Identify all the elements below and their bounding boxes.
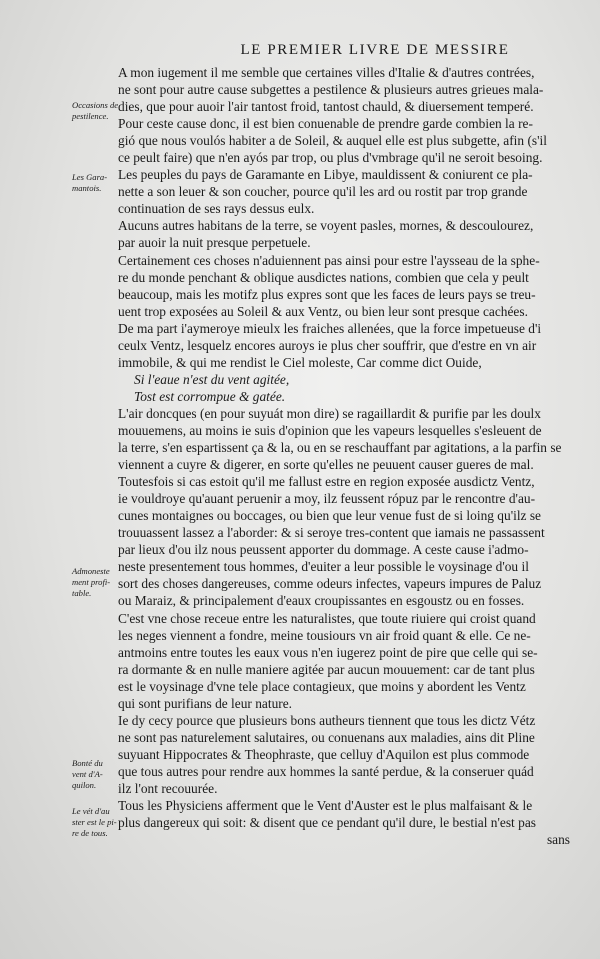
text-line: immobile, & qui me rendist le Ciel moleste, Car comme dict Ouide,	[118, 354, 482, 370]
verse-line: Tost est corrompue & gatée.	[134, 388, 286, 404]
text-line: que tous autres pour rendre aux hommes la santé perdue, & la conseruer quád	[118, 763, 534, 779]
running-head: LE PREMIER LIVRE DE MESSIRE	[240, 42, 510, 58]
text-line: cunes montaignes ou boccages, ou bien que leur venue fust de si loing qu'ilz se	[118, 508, 541, 524]
text-line: Aucuns autres habitans de la terre, se voyent pasles, mornes, & descoulourez,	[118, 218, 534, 234]
text-line: dies, que pour auoir l'air tantost froid, tantost chauld, & diuersement temperé.	[118, 99, 534, 115]
text-line: ou Maraiz, & principalement d'eaux croupissantes en esgoustz ou en fosses.	[118, 593, 525, 609]
margin-note-line: ment profi-	[72, 577, 111, 587]
margin-note	[72, 758, 122, 791]
text-line: ce peult faire) que n'en ayós par trop, ou plus d'vmbrage qu'il ne seroit besoing.	[118, 150, 543, 166]
text-line: beaucoup, mais les motifz plus expres sont que les faces de leurs pays se treu-	[118, 286, 536, 302]
text-line: C'est vne chose receue entre les naturalistes, que toute riuiere qui croist quand	[118, 610, 536, 626]
text-line: ceulx Ventz, lesquelz encores auroys ie plus cher souffrir, que d'estre en vn air	[118, 337, 537, 353]
text-line: les neges viennent a fondre, meine tousiours vn air froid quant & elle. Ce ne-	[118, 627, 531, 643]
text-line: ra dormante & en nulle maniere agitée par aucun mouuement: car de tant plus	[118, 661, 535, 677]
margin-note	[72, 806, 122, 839]
text-line: nette a son leuer & son coucher, pource qu'il les ard ou rostit par trop grande	[118, 184, 528, 200]
margin-note-line: mantois.	[72, 183, 102, 193]
margin-note-line: ster est le pi-	[72, 817, 117, 827]
text-line: qui sont purifians de leur nature.	[118, 695, 293, 711]
text-line: re du monde penchant & oblique ausdictes nations, combien que cela y peult	[118, 269, 529, 285]
text-line: trouuassent lassez a l'aborder: & si seroye tres-content que iamais ne passassent	[118, 525, 545, 541]
margin-note	[72, 566, 122, 599]
text-line: par auoir la nuit presque perpetuele.	[118, 235, 311, 251]
text-line: Certainement ces choses n'aduiennent pas ainsi pour estre l'aysseau de la sphe-	[118, 252, 540, 268]
catchword: sans	[546, 832, 570, 848]
margin-note-line: Occasions de	[72, 100, 119, 110]
text-line: Les peuples du pays de Garamante en Libye, mauldissent & coniurent ce pla-	[118, 167, 533, 183]
text-line: sort des choses dangereuses, comme odeurs infectes, vapeurs impures de Paluz	[118, 576, 542, 592]
text-line: continuation de ses rays dessus eulx.	[118, 201, 315, 217]
text-line: viennent a cuyre & digerer, en sorte qu'elles ne peuuent causer gueres de mal.	[118, 457, 534, 473]
margin-note-line: table.	[72, 588, 92, 598]
verse-line: Si l'eaue n'est du vent agitée,	[134, 371, 290, 387]
margin-note-line: pestilence.	[72, 111, 109, 121]
text-line: L'air doncques (en pour suyuát mon dire) se ragaillardit & purifie par les doulx	[118, 405, 541, 421]
text-line: plus dangereux qui soit: & disent que ce pendant qu'il dure, le bestial n'est pas	[118, 815, 536, 831]
text-line: Pour ceste cause donc, il est bien conuenable de prendre garde combien la re-	[118, 116, 533, 132]
text-line: antmoins entre toutes les eaux vous n'en iugerez point de pire que celle qui se-	[118, 644, 538, 660]
text-line: neste presentement tous hommes, d'euiter a leur possible le voysinage d'ou il	[118, 559, 529, 575]
text-line: Tous les Physiciens afferment que le Vent d'Auster est le plus malfaisant & le	[118, 798, 533, 814]
margin-note-line: quilon.	[72, 780, 97, 790]
margin-note	[72, 172, 122, 194]
text-line: ilz l'ont recouurée.	[118, 780, 218, 796]
text-line: ne sont pour autre cause subgettes a pestilence & plusieurs autres grieues mala-	[118, 82, 544, 98]
margin-note-line: Admoneste	[72, 566, 110, 576]
margin-note-line: Le vét d'au	[72, 806, 110, 816]
body-text	[118, 64, 570, 848]
text-line: uent trop exposées au Soleil & aux Ventz, ou bien leur sont presque cachées.	[118, 303, 528, 319]
margin-note-line: Les Gara-	[72, 172, 108, 182]
text-line: mouuemens, au moins ie suis d'opinion que les vapeurs lesquelles s'esleuent de	[118, 422, 542, 438]
text-line: Ie dy cecy pource que plusieurs bons autheurs tiennent que tous les dictz Vétz	[118, 712, 536, 728]
text-line: De ma part i'aymeroye mieulx les fraiches allenées, que la force impetueuse d'i	[118, 320, 542, 336]
margin-note-line: re de tous.	[72, 828, 108, 838]
text-line: gió que nous voulós habiter a de Soleil, & auquel elle est plus subgette, afin (s'il	[118, 133, 547, 149]
text-line: par lieux d'ou ilz nous peussent apporter du dommage. A ceste cause i'admo-	[118, 542, 529, 558]
text-line: la terre, s'en espartissent ça & la, ou en se reschauffant par agitations, a la parfin se	[118, 440, 562, 456]
text-line: Toutesfois si cas estoit qu'il me fallust estre en region exposée ausdictz Ventz,	[118, 474, 535, 490]
text-line: est le voysinage d'vne tele place contagieux, que moins y abordent les Ventz	[118, 678, 526, 694]
text-line: ie vouldroye qu'auant peruenir a moy, ilz feussent rópuz par le rencontre d'au-	[118, 491, 536, 507]
text-line: suyuant Hippocrates & Theophraste, que celluy d'Aquilon est plus commode	[118, 746, 530, 762]
margin-note-line: Bonté du	[72, 758, 103, 768]
text-line: A mon iugement il me semble que certaines villes d'Italie & d'autres contrées,	[118, 65, 535, 80]
margin-note-line: vent d'A-	[72, 769, 103, 779]
margin-note	[72, 100, 122, 122]
text-line: ne sont pas naturelement salutaires, ou conuenans aux maladies, ains dit Pline	[118, 729, 535, 745]
